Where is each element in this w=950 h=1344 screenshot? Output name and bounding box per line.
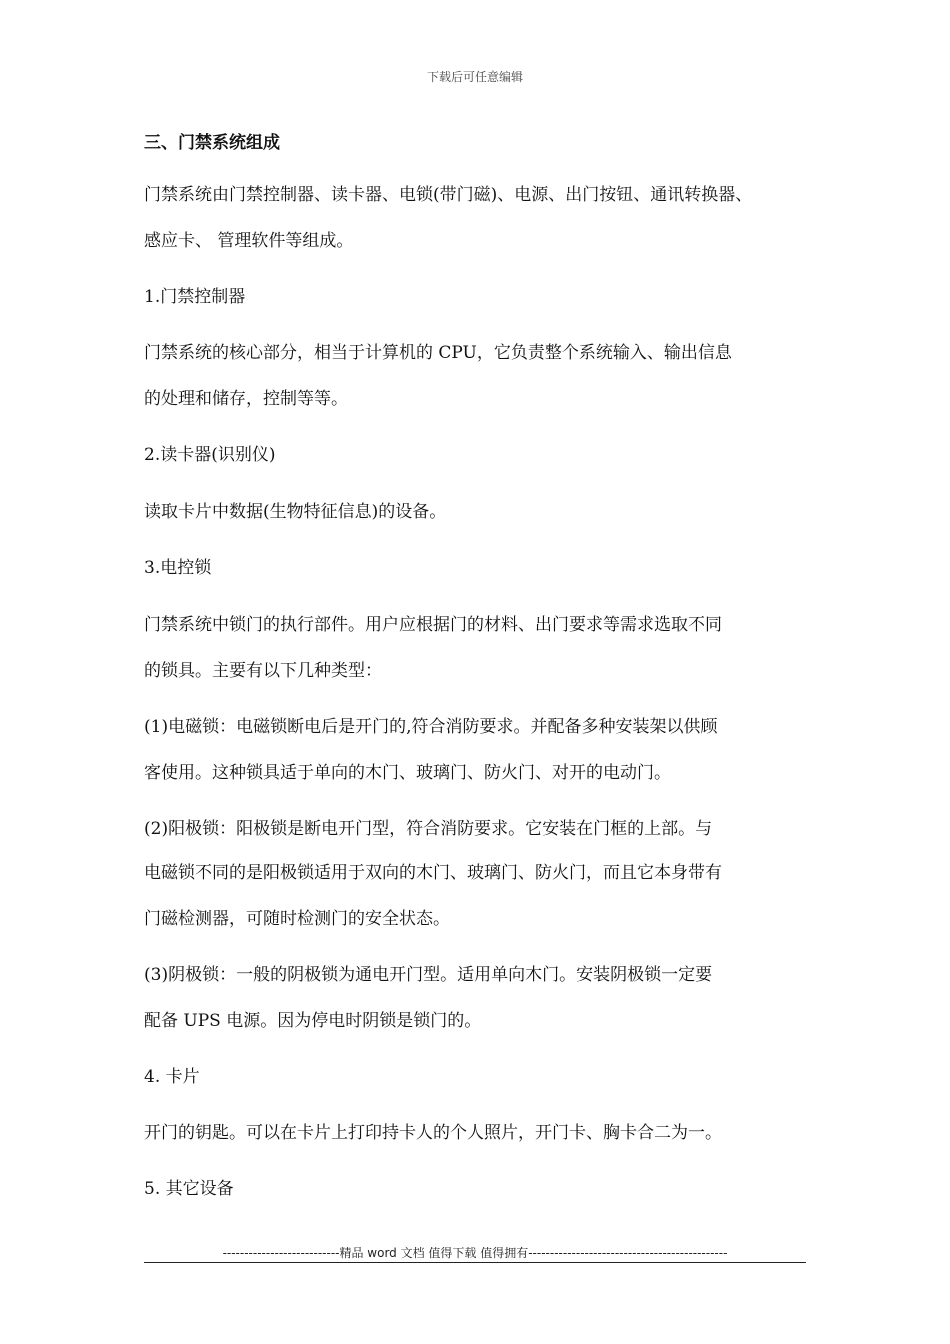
subheading: 5. 其它设备 bbox=[144, 1179, 234, 1199]
subheading: 2.读卡器(识别仪) bbox=[144, 445, 276, 465]
subheading: 4. 卡片 bbox=[144, 1067, 200, 1087]
subheading: 3.电控锁 bbox=[144, 558, 212, 578]
paragraph-line: 配备 UPS 电源。因为停电时阴锁是锁门的。 bbox=[144, 1011, 482, 1031]
paragraph-line: 读取卡片中数据(生物特征信息)的设备。 bbox=[144, 502, 447, 522]
paragraph-line: 的锁具。主要有以下几种类型： bbox=[144, 661, 382, 681]
paragraph-line: 门禁系统中锁门的执行部件。用户应根据门的材料、出门要求等需求选取不同 bbox=[144, 615, 722, 635]
paragraph-line: 感应卡、 管理软件等组成。 bbox=[144, 231, 354, 251]
paragraph-line: 门禁系统由门禁控制器、读卡器、电锁(带门磁)、电源、出门按钮、通讯转换器、 bbox=[144, 185, 753, 205]
paragraph-line: 客使用。这种锁具适于单向的木门、玻璃门、防火门、对开的电动门。 bbox=[144, 763, 671, 783]
section-title: 三、门禁系统组成 bbox=[144, 133, 280, 153]
subheading: 1.门禁控制器 bbox=[144, 287, 246, 307]
paragraph-line: 的处理和储存，控制等等。 bbox=[144, 389, 348, 409]
paragraph-line: (2)阳极锁：阳极锁是断电开门型，符合消防要求。它安装在门框的上部。与 bbox=[144, 819, 713, 839]
paragraph-line: (3)阴极锁：一般的阴极锁为通电开门型。适用单向木门。安装阴极锁一定要 bbox=[144, 965, 713, 985]
paragraph-line: (1)电磁锁：电磁锁断电后是开门的,符合消防要求。并配备多种安装架以供顾 bbox=[144, 717, 718, 737]
paragraph-line: 门禁系统的核心部分，相当于计算机的 CPU，它负责整个系统输入、输出信息 bbox=[144, 343, 732, 363]
paragraph-line: 门磁检测器，可随时检测门的安全状态。 bbox=[144, 909, 450, 929]
page-footer: ---------------------------精品 word 文档 值得下载 值得拥有---------------------------------------------- bbox=[222, 1246, 728, 1260]
page-header: 下载后可任意编辑 bbox=[426, 70, 523, 84]
paragraph-line: 开门的钥匙。可以在卡片上打印持卡人的个人照片，开门卡、胸卡合二为一。 bbox=[144, 1123, 722, 1143]
paragraph-line: 电磁锁不同的是阳极锁适用于双向的木门、玻璃门、防火门，而且它本身带有 bbox=[144, 863, 722, 883]
footer-divider bbox=[144, 1262, 806, 1263]
